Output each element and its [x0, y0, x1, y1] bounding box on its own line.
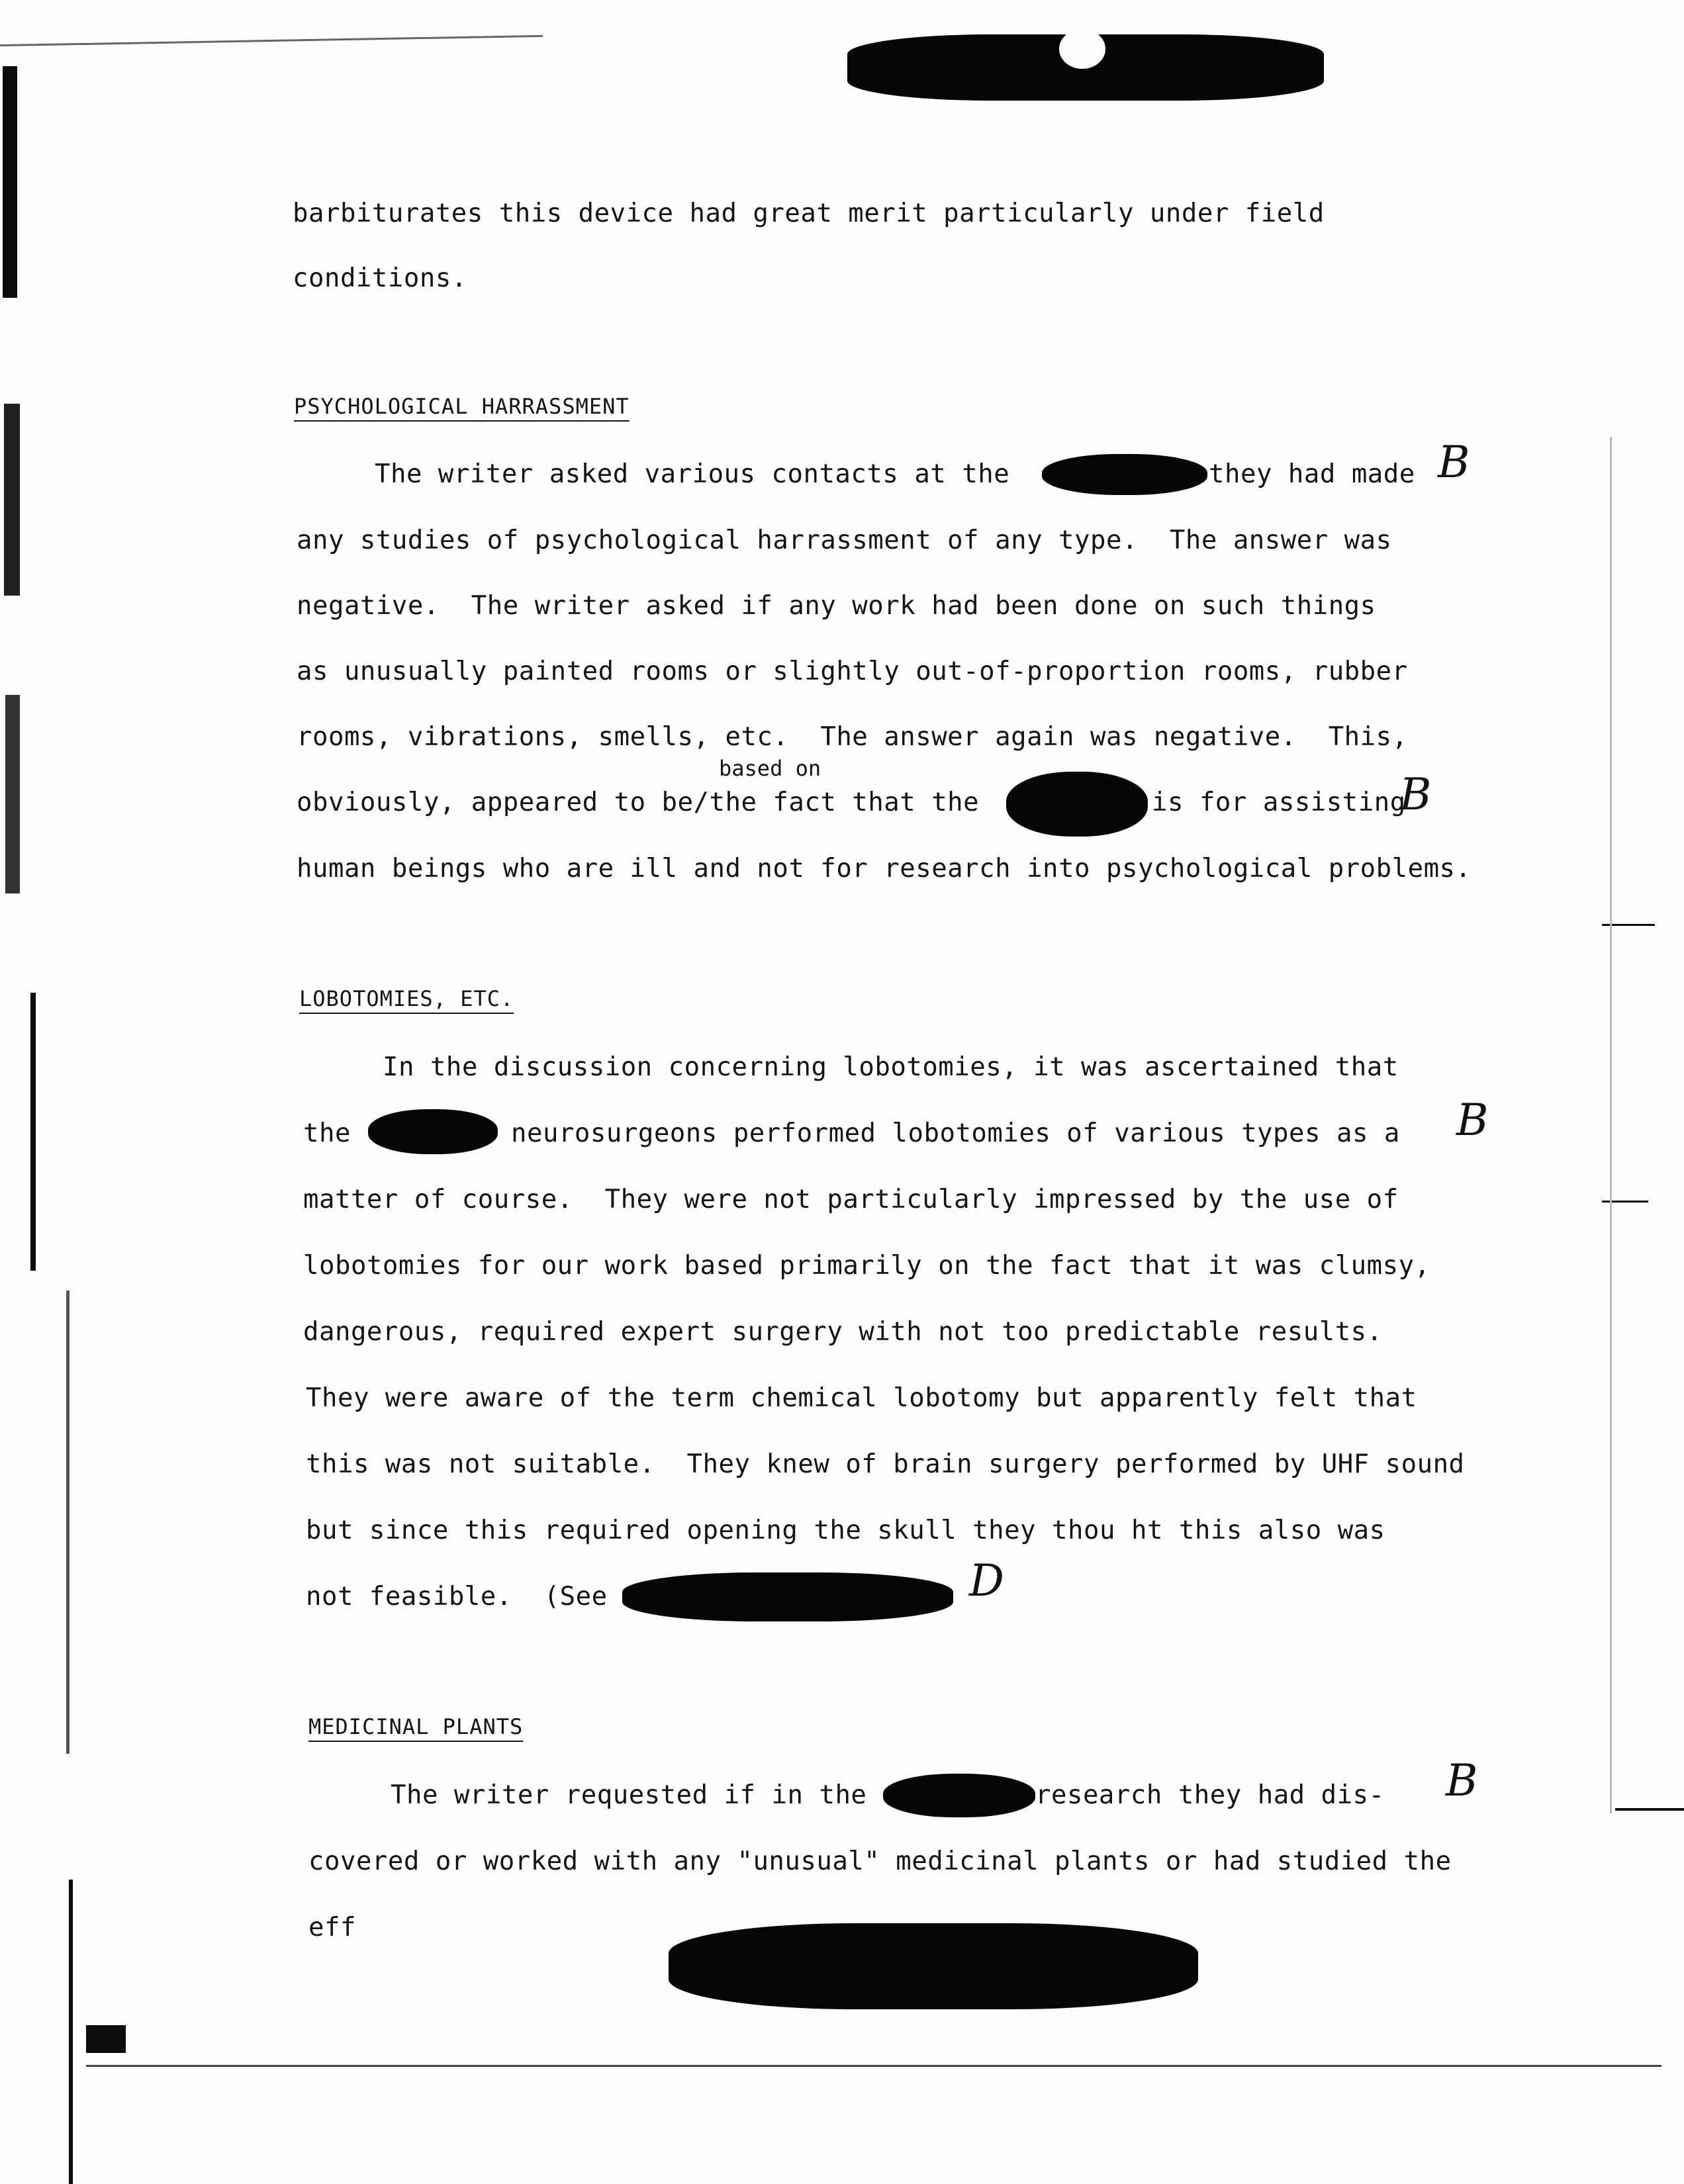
redaction-lobo-2 — [622, 1572, 953, 1621]
right-margin-tick-2 — [1602, 1201, 1648, 1203]
psych-line-2: any studies of psychological harrassment of any type. The answer was — [297, 525, 1392, 555]
margin-mark-b-4: B — [1446, 1755, 1478, 1806]
lobo-line-2b: neurosurgeons performed lobotomies of various types as a — [511, 1118, 1400, 1148]
psych-line-4: as unusually painted rooms or slightly out-of-proportion rooms, rubber — [297, 657, 1408, 686]
lobo-line-3: matter of course. They were not particularly impressed by the use of — [303, 1185, 1399, 1214]
heading-lobotomies: LOBOTOMIES, ETC. — [299, 986, 514, 1011]
psych-line-7: human beings who are ill and not for research into psychological problems. — [297, 854, 1472, 884]
margin-mark-b-3: B — [1456, 1095, 1489, 1146]
right-margin-tick-3 — [1615, 1808, 1684, 1811]
redaction-psych-1 — [1042, 454, 1207, 495]
lobo-line-1: In the discussion concerning lobotomies, it was ascertained that — [383, 1052, 1399, 1082]
psych-line-6a: obviously, appeared to be/the fact that the — [297, 788, 980, 817]
header-punch-hole — [1059, 29, 1105, 69]
left-edge-bar-5 — [66, 1291, 70, 1754]
margin-mark-d-1: D — [969, 1555, 1004, 1606]
redaction-footer — [669, 1923, 1198, 2009]
intro-line-1: barbiturates this device had great merit particularly under field — [293, 199, 1325, 228]
heading-psychological-harrassment: PSYCHOLOGICAL HARRASSMENT — [294, 394, 630, 419]
left-edge-bar-1 — [3, 66, 17, 298]
top-scan-line — [0, 35, 543, 46]
lobo-line-5: dangerous, required expert surgery with not too predictable results. — [303, 1317, 1383, 1347]
psych-line-3: negative. The writer asked if any work had been done on such things — [297, 591, 1376, 621]
left-edge-bar-4 — [30, 993, 36, 1271]
psych-line-6b: is for assisting — [1152, 788, 1406, 817]
lobo-line-6: They were aware of the term chemical lobotomy but apparently felt that — [306, 1383, 1417, 1413]
margin-mark-b-1: B — [1438, 437, 1470, 488]
psych-line-5: rooms, vibrations, smells, etc. The answer again was negative. This, — [297, 722, 1408, 752]
plants-line-3: eff — [308, 1913, 356, 1942]
left-edge-bar-6 — [69, 1880, 73, 2184]
bottom-scan-line — [86, 2065, 1661, 2067]
psych-insertion-based-on: based on — [719, 756, 821, 781]
plants-line-2: covered or worked with any "unusual" medicinal plants or had studied the — [308, 1846, 1452, 1876]
psych-line-1a: The writer asked various contacts at the — [375, 459, 1010, 489]
intro-line-2: conditions. — [293, 263, 467, 293]
left-edge-bar-3 — [5, 695, 20, 893]
heading-medicinal-plants: MEDICINAL PLANTS — [308, 1714, 524, 1739]
lobo-line-7: this was not suitable. They knew of brain surgery performed by UHF sound — [306, 1449, 1465, 1479]
lobo-line-2a: the — [303, 1118, 351, 1148]
bottom-left-mark — [86, 2025, 126, 2053]
redaction-lobo-1 — [368, 1109, 498, 1154]
psych-line-1b: they had made — [1209, 459, 1415, 489]
lobo-line-9: not feasible. (See — [306, 1582, 608, 1612]
margin-mark-b-2: B — [1399, 769, 1432, 820]
redaction-psych-2 — [1006, 772, 1148, 837]
right-margin-line — [1610, 437, 1612, 1813]
plants-line-1a: The writer requested if in the — [391, 1780, 867, 1810]
left-edge-bar-2 — [4, 404, 20, 596]
lobo-line-8: but since this required opening the skull they thou ht this also was — [306, 1516, 1385, 1545]
redaction-plants-1 — [883, 1774, 1035, 1817]
plants-line-1b: research they had dis- — [1035, 1780, 1385, 1810]
lobo-line-4: lobotomies for our work based primarily on the fact that it was clumsy, — [303, 1251, 1430, 1281]
